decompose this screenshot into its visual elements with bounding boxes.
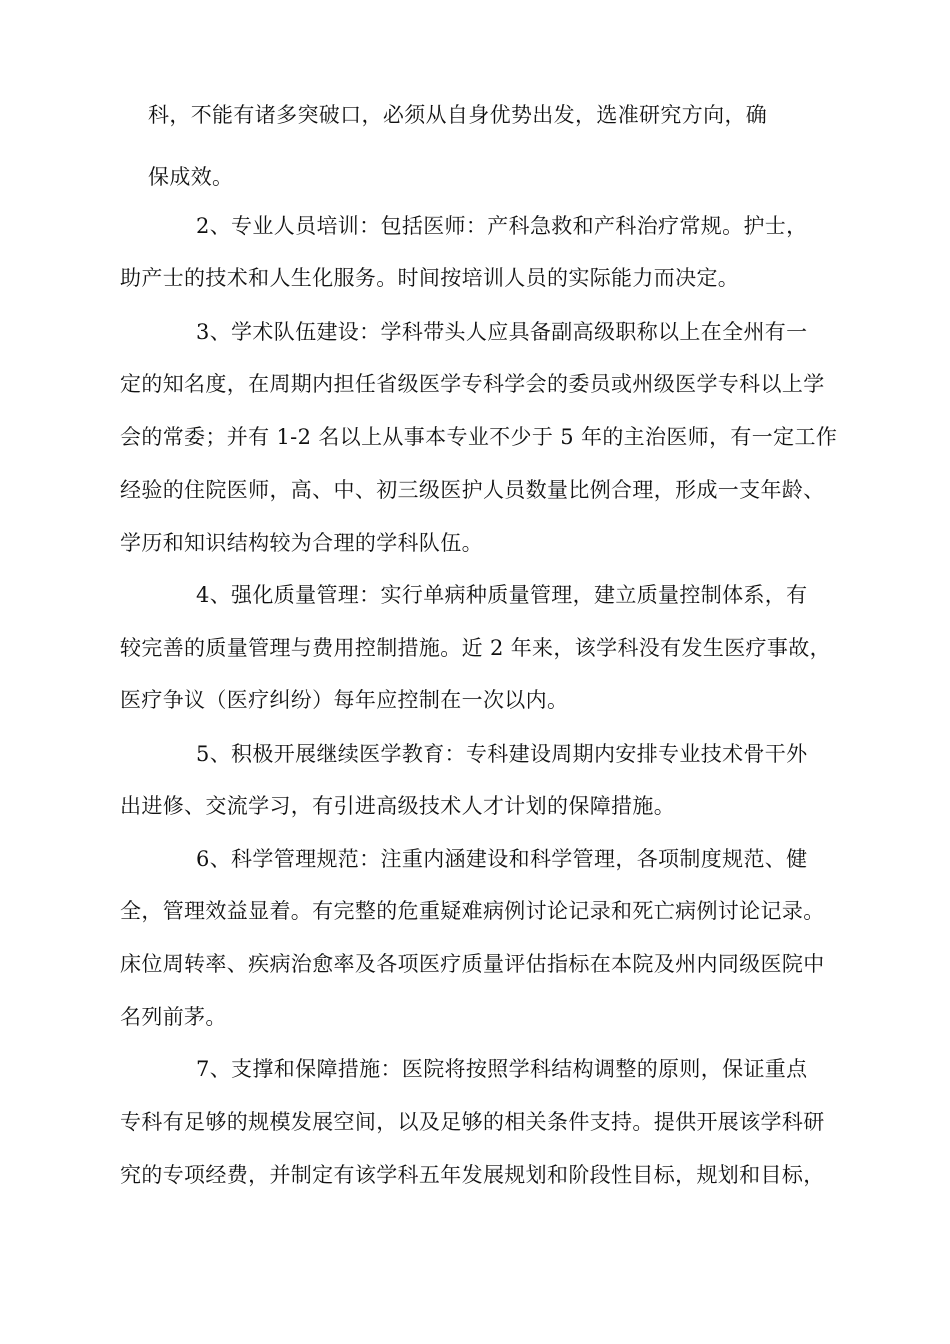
text-line: 科，不能有诸多突破口，必须从自身优势出发，选准研究方向，确: [148, 103, 768, 127]
text-line: 究的专项经费，并制定有该学科五年发展规划和阶段性目标，规划和目标，: [120, 1163, 825, 1187]
text-line: 专科有足够的规模发展空间，以及足够的相关条件支持。提供开展该学科研: [120, 1110, 825, 1134]
paragraph-5-line: 5、积极开展继续医学教育：专科建设周期内安排专业技术骨干外: [196, 742, 808, 766]
text-line: 保成效。: [148, 165, 234, 189]
text-line: 经验的住院医师，高、中、初三级医护人员数量比例合理，形成一支年龄、: [120, 478, 825, 502]
paragraph-2-line: 2、专业人员培训：包括医师：产科急救和产科治疗常规。护士，: [196, 214, 808, 238]
text-line: 较完善的质量管理与费用控制措施。近 2 年来，该学科没有发生医疗事故，: [120, 636, 831, 660]
text-line: 医疗争议（医疗纠纷）每年应控制在一次以内。: [120, 688, 569, 712]
text-line: 名列前茅。: [120, 1005, 227, 1029]
paragraph-7-line: 7、支撑和保障措施：医院将按照学科结构调整的原则，保证重点: [196, 1057, 808, 1081]
paragraph-4-line: 4、强化质量管理：实行单病种质量管理，建立质量控制体系，有: [196, 583, 808, 607]
paragraph-3-line: 3、学术队伍建设：学科带头人应具备副高级职称以上在全州有一: [196, 320, 808, 344]
text-line: 出进修、交流学习，有引进高级技术人才计划的保障措施。: [120, 794, 676, 818]
text-line: 学历和知识结构较为合理的学科队伍。: [120, 531, 483, 555]
text-line: 床位周转率、疾病治愈率及各项医疗质量评估指标在本院及州内同级医院中: [120, 952, 825, 976]
text-line: 会的常委；并有 1-2 名以上从事本专业不少于 5 年的主治医师，有一定工作: [120, 425, 838, 449]
text-line: 全，管理效益显着。有完整的危重疑难病例讨论记录和死亡病例讨论记录。: [120, 899, 825, 923]
text-line: 助产士的技术和人生化服务。时间按培训人员的实际能力而决定。: [120, 266, 740, 290]
paragraph-6-line: 6、科学管理规范：注重内涵建设和科学管理，各项制度规范、健: [196, 847, 808, 871]
text-line: 定的知名度，在周期内担任省级医学专科学会的委员或州级医学专科以上学: [120, 372, 825, 396]
